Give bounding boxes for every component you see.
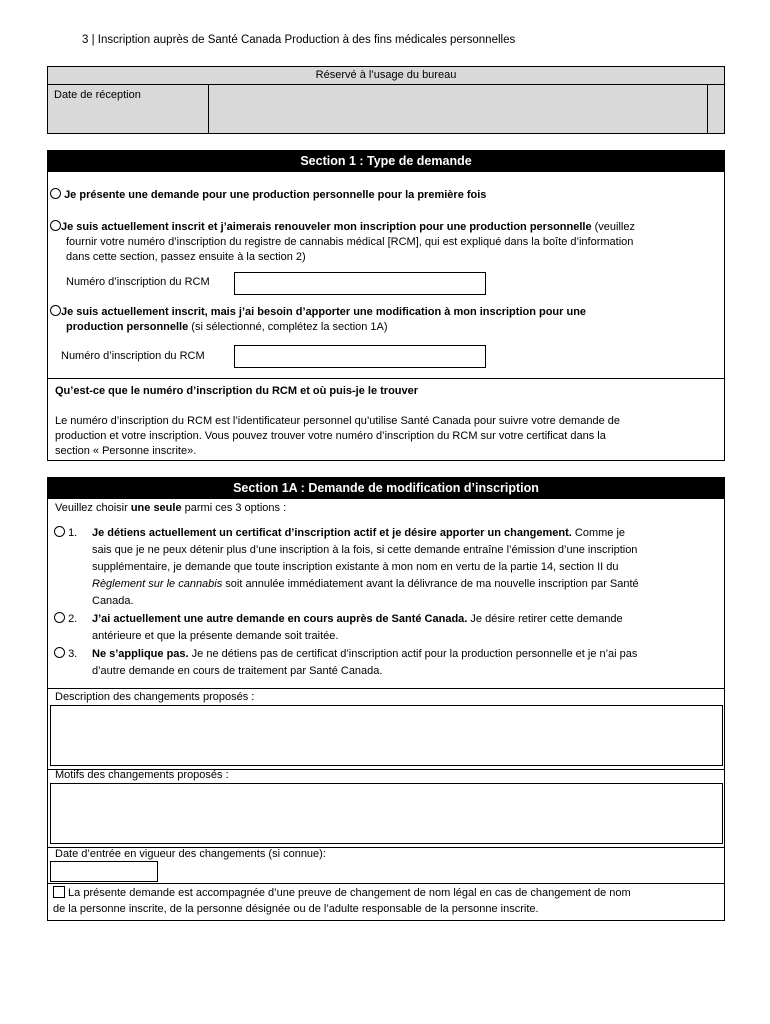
- rcm-number-label: Numéro d’inscription du RCM: [66, 276, 210, 288]
- radio-modify[interactable]: [50, 305, 61, 316]
- rcm-number-input-2[interactable]: [234, 345, 486, 368]
- option-renew-line2: fournir votre numéro d’inscription du registre de cannabis médical [RCM], qui est expliqué dans la boîte d’information: [66, 236, 634, 248]
- page-header: 3 | Inscription auprès de Santé Canada Production à des fins médicales personnelles: [82, 34, 516, 46]
- option-renew-label: Je suis actuellement inscrit et j’aimerais renouveler mon inscription pour une production personnelle: [61, 221, 592, 233]
- motifs-input[interactable]: [50, 783, 723, 844]
- radio-renew[interactable]: [50, 220, 61, 231]
- divider: [48, 378, 724, 379]
- section-1-title: Section 1 : Type de demande: [48, 151, 724, 172]
- description-label: Description des changements proposés :: [55, 691, 255, 703]
- option-first-time-label: Je présente une demande pour une production personnelle pour la première fois: [64, 189, 487, 201]
- reception-date-label: Date de réception: [54, 89, 141, 101]
- name-change-proof[interactable]: La présente demande est accompagnée d’une preuve de changement de nom légal en cas de changement de nom: [53, 886, 631, 902]
- divider: [707, 85, 708, 133]
- radio-first-time[interactable]: [50, 188, 61, 199]
- radio-1a-1[interactable]: [54, 526, 65, 537]
- rcm-info-line2: production et votre inscription. Vous pouvez trouver votre numéro d’inscription du RCM sur votre certificat dans la: [55, 430, 606, 442]
- option-modify[interactable]: [50, 305, 586, 321]
- rcm-info-title: Qu’est-ce que le numéro d’inscription du RCM et où puis-je le trouver: [55, 385, 419, 397]
- section-1a-title: Section 1A : Demande de modification d’inscription: [48, 478, 724, 499]
- motifs-label: Motifs des changements proposés :: [55, 769, 229, 781]
- rcm-info-line1: Le numéro d’inscription du RCM est l’identificateur personnel qu’utilise Santé Canada pour suivre votre demande de: [55, 415, 620, 427]
- option-renew-line3: dans cette section, passez ensuite à la section 2): [66, 251, 306, 263]
- option-first-time[interactable]: [50, 188, 486, 204]
- divider: [48, 883, 724, 884]
- proof-checkbox[interactable]: [53, 886, 65, 898]
- option-modify-line2: production personnelle (si sélectionné, complétez la section 1A): [66, 321, 388, 333]
- description-input[interactable]: [50, 705, 723, 766]
- divider: [208, 85, 209, 133]
- office-use-title: Réservé à l’usage du bureau: [48, 67, 724, 85]
- office-use-box: [47, 66, 725, 134]
- rcm-number-label-2: Numéro d’inscription du RCM: [61, 350, 205, 362]
- rcm-number-input[interactable]: [234, 272, 486, 295]
- option-renew[interactable]: Je suis actuellement inscrit et j’aimerais renouveler mon inscription pour une production personnelle (veuillez: [50, 220, 726, 236]
- section-1: [47, 150, 725, 461]
- option-modify-label: Je suis actuellement inscrit, mais j’ai besoin d’apporter une modification à mon inscription pour une: [61, 306, 587, 318]
- radio-1a-3[interactable]: [54, 647, 65, 658]
- radio-1a-2[interactable]: [54, 612, 65, 623]
- section-1a: Section 1A : Demande de modification d’inscription Veuillez choisir une seule parmi ces 3 options : 1. Je détiens actuellement un certificat d’inscription actif et je désire apporter un changement. Comme je sais que je ne peux détenir plus d’une inscription à la fois, si cette demande entraîne l’émission d’une inscription supplémentaire, je demande que toute inscription existante à mon nom en vertu de la partie 14, section II du Règlement sur le cannabis soit annulée immédiatement avant la délivrance de ma nouvelle inscription par Santé Canada. 2. J’ai actuellement une autre demande en cours auprès de Santé Canada. Je désire retirer cette demande antérieure et que la présente demande soit traitée. 3. Ne s’applique pas. Je ne détiens pas de certificat d’inscription actif pour la production personnelle et je n’ai pas d’autre demande en cours de traitement par Santé Canada. Description des changements proposés : Motifs des changements proposés : Date d’entrée en vigueur des changements (si connue): La présente demande est accompagnée d’une preuve de changement de nom légal en cas de changement de nom de la personne inscrite, de la personne désignée ou de l’adulte responsable de la personne inscrite.: [47, 477, 725, 921]
- name-change-proof-line2: de la personne inscrite, de la personne désignée ou de l’adulte responsable de la personne inscrite.: [53, 903, 539, 915]
- divider: [48, 688, 724, 689]
- rcm-info-line3: section « Personne inscrite».: [55, 445, 197, 457]
- effective-date-label: Date d’entrée en vigueur des changements (si connue):: [55, 848, 326, 860]
- effective-date-input[interactable]: [50, 861, 158, 882]
- section-1a-intro: Veuillez choisir une seule parmi ces 3 options :: [55, 502, 287, 514]
